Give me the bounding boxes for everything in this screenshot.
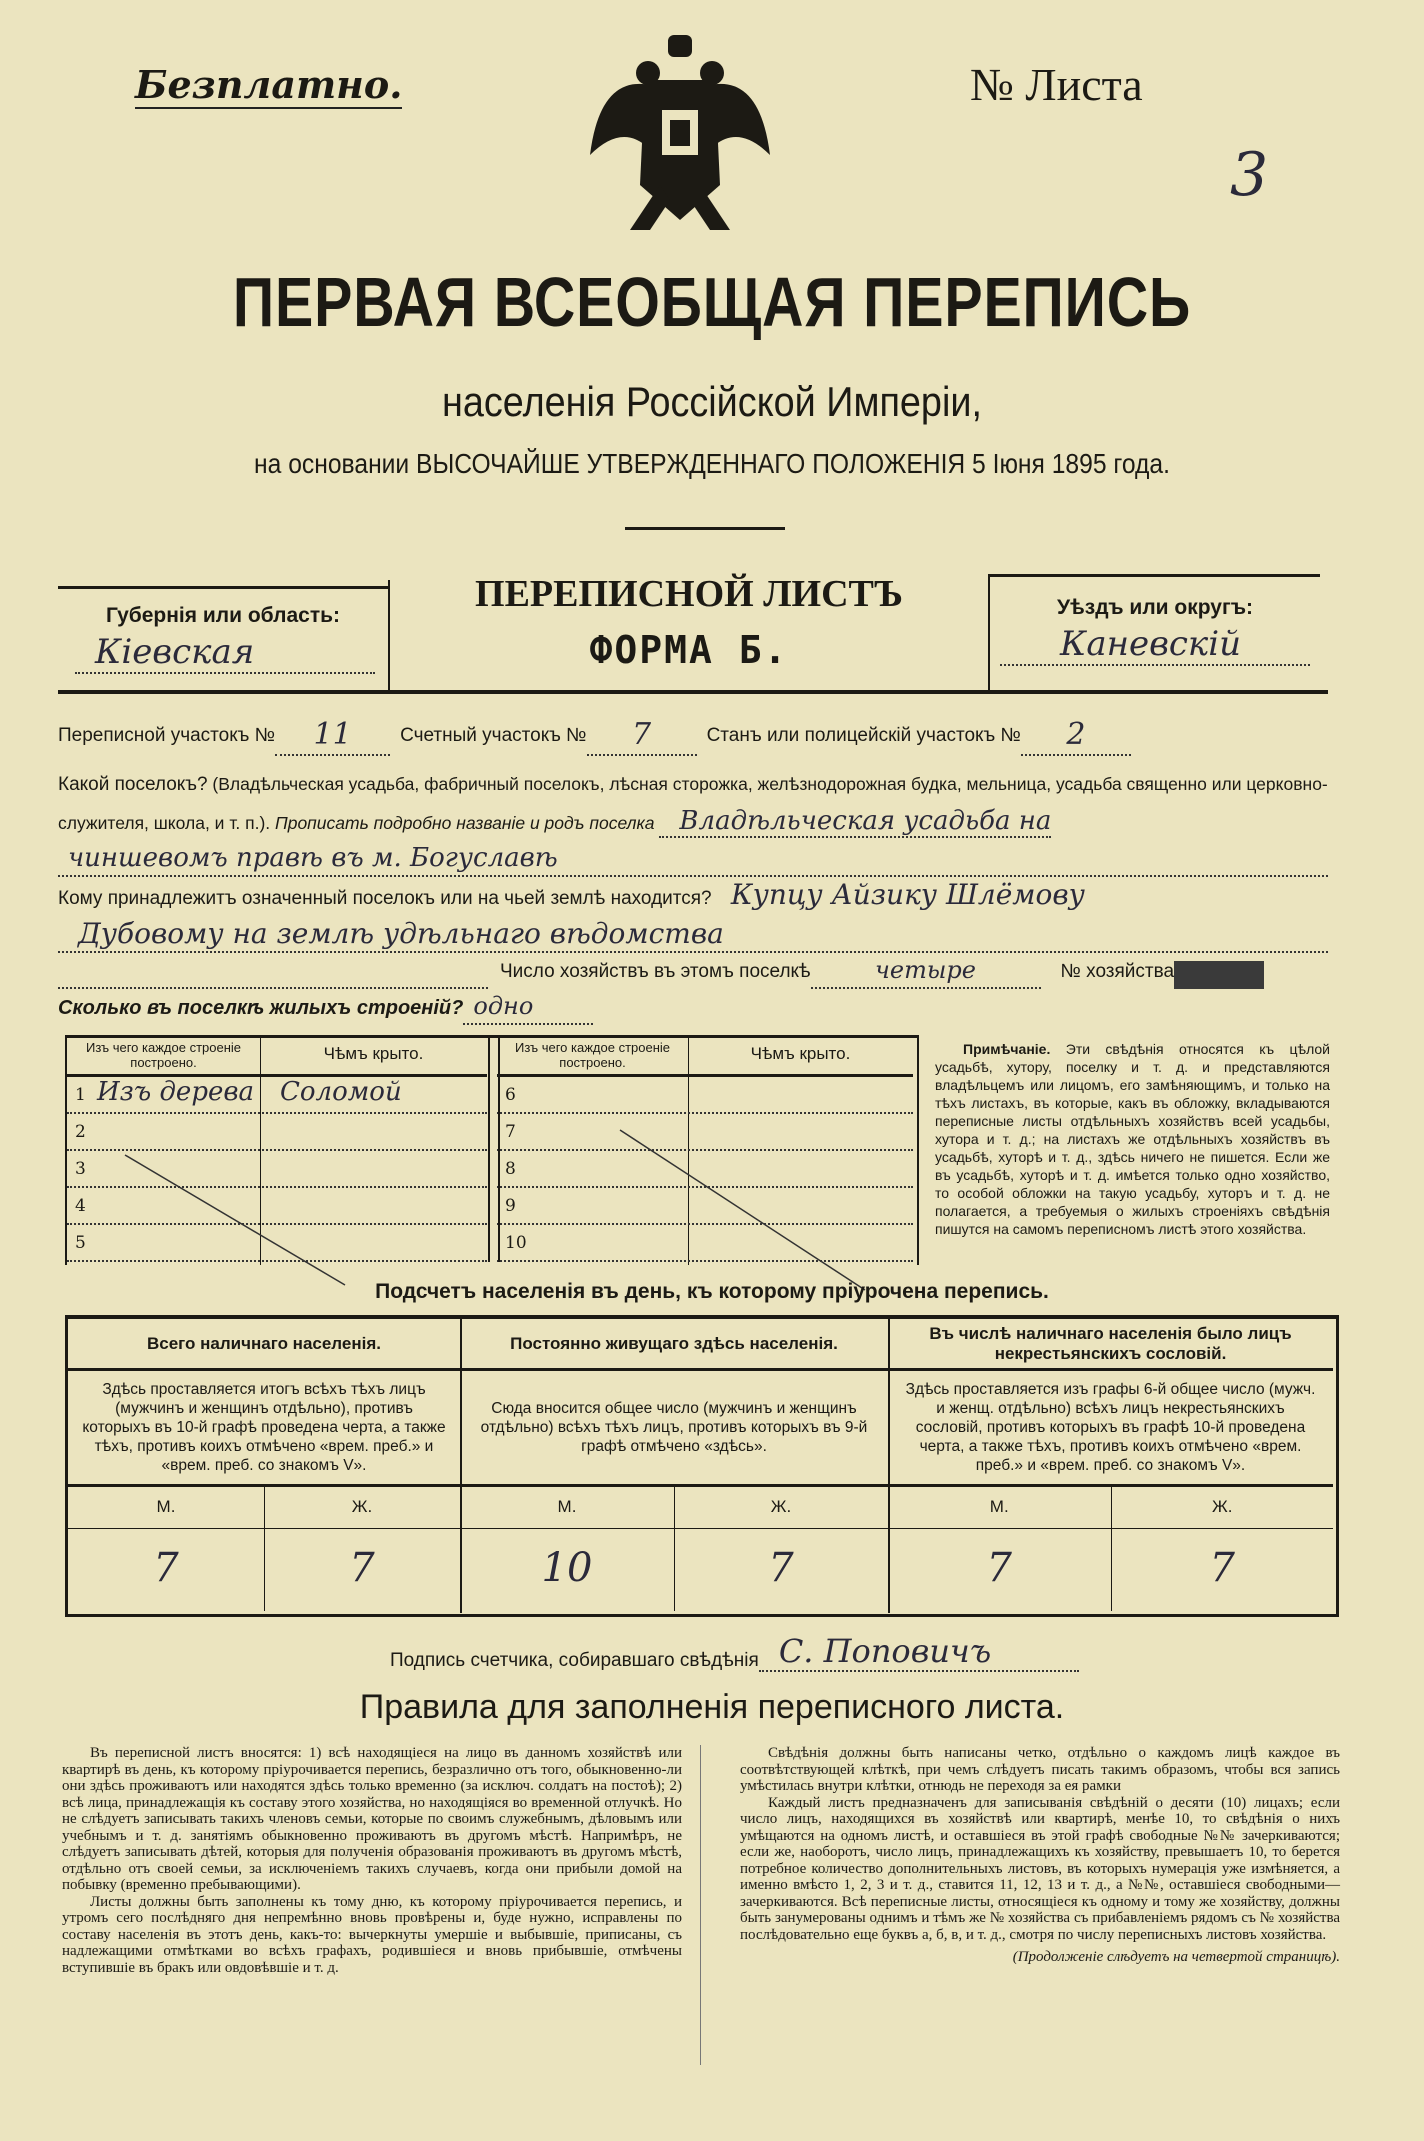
female-label: Ж. — [1212, 1497, 1233, 1516]
settlement-question — [58, 766, 1328, 841]
row-number: 8 — [505, 1159, 516, 1179]
divider — [68, 1528, 1333, 1529]
row-number: 6 — [505, 1085, 516, 1105]
signature-value: С. Поповичъ — [759, 1632, 1079, 1672]
police-area-value[interactable]: 2 — [1021, 716, 1131, 756]
district-value: Каневскій — [1000, 624, 1310, 666]
column-header-material: Изъ чего каждое строеніе построено. — [514, 1040, 671, 1070]
male-label: М. — [156, 1497, 176, 1516]
settlement-instruction: Прописать подробно названіе и родъ поселка — [275, 813, 655, 833]
settlement-value-2[interactable]: чиншевомъ правѣ въ м. Богуславѣ — [58, 841, 1328, 877]
row-number: 1 — [75, 1085, 86, 1105]
female-count[interactable]: 7 — [349, 1544, 375, 1591]
column-header-roof: Чѣмъ крыто. — [750, 1044, 851, 1063]
rules-right-column — [740, 1745, 1340, 1966]
building-material[interactable]: Изъ дерева — [97, 1077, 254, 1107]
population-heading: Подсчетъ населенія въ день, къ которому пріурочена перепись. — [375, 1280, 1049, 1303]
signature-row — [390, 1632, 1079, 1672]
province-label: Губернія или область: — [105, 604, 341, 627]
signature-label: Подпись счетчика, собиравшаго свѣдѣнія — [390, 1650, 759, 1671]
note — [935, 1040, 1330, 1238]
male-count[interactable]: 7 — [153, 1544, 179, 1591]
population-group-description: Здѣсь проставляется итогъ всѣхъ тѣхъ лицъ (мужчинъ и женщинъ отдѣльно), противъ которыхъ въ 10-й графѣ проведена черта, а также тѣхъ, противъ коихъ отмѣчено «врем. преб.» и «врем. преб. со знакомъ V». — [82, 1380, 446, 1474]
column-header-roof: Чѣмъ крыто. — [323, 1044, 424, 1063]
divider — [674, 1486, 675, 1611]
owner-value-2[interactable]: Дубовому на землѣ удѣльнаго вѣдомства — [58, 917, 1328, 953]
owner-value-1[interactable]: Купцу Айзику Шлёмову — [730, 878, 1085, 911]
count-area-label: Счетный участокъ № — [400, 725, 587, 746]
divider — [68, 1368, 1333, 1371]
male-label: М. — [989, 1497, 1009, 1516]
divider — [264, 1486, 265, 1611]
census-area-value[interactable]: 11 — [275, 716, 390, 756]
households-label: Число хозяйствъ въ этомъ поселкѣ — [500, 961, 811, 982]
row-number: 9 — [505, 1196, 516, 1216]
rules-paragraph: Въ переписной листъ вносятся: 1) всѣ находящіеся на лицо въ данномъ хозяйствѣ или квартирѣ въ день, къ которому пріурочивается перепись, безразлично отъ того, обыкновенно-ли они здѣсь проживаютъ или находятся здѣсь только временно (за исключ. солдатъ на постоѣ); 2) всѣ лица, принадлежащія къ составу этого хозяйства, но находящіяся во временной отлучкѣ. Но не слѣдуетъ записывать такихъ членовъ семьи, которые по своимъ служебнымъ, дѣловымъ или учебнымъ и т. д. занятіямъ обыкновенно проживаютъ въ другомъ мѣстѣ. Напримѣръ, не слѣдуетъ записывать дѣтей, которыя для полученія образованія проживаютъ въ другомъ мѣстѣ, отдѣльно отъ своей семьи, за исключеніемъ такихъ случаевъ, когда они прибыли домой на побывку (временно пребывающими). — [62, 1745, 682, 1893]
female-count[interactable]: 7 — [768, 1544, 794, 1591]
divider — [1111, 1486, 1112, 1611]
row-number: 2 — [75, 1122, 86, 1142]
divider — [888, 1315, 890, 1613]
column-header-material: Изъ чего каждое строеніе построено. — [85, 1040, 242, 1070]
divider — [700, 1745, 701, 2065]
household-no-label: № хозяйства — [1060, 961, 1175, 982]
row-number: 4 — [75, 1196, 86, 1216]
rules-paragraph: Свѣдѣнія должны быть написаны четко, отдѣльно о каждомъ лицѣ каждое въ соотвѣтствующей клѣткѣ, при чемъ слѣдуетъ писать такимъ образомъ, чтобы вся запись умѣстилась внутри клѣтки, отнюдь не переходя за ея рамки — [740, 1745, 1340, 1794]
continued-note: (Продолженіе слѣдуетъ на четвертой страницѣ). — [1012, 1949, 1340, 1965]
row-number: 5 — [75, 1233, 86, 1253]
population-group-title: Въ числѣ наличнаго населенія было лицъ некрестьянскихъ сословій. — [929, 1324, 1292, 1363]
note-label: Примѣчаніе. — [963, 1041, 1051, 1057]
population-group-description: Сюда вносится общее число (мужчинъ и женщинъ отдѣльно) всѣхъ тѣхъ лицъ, противъ которыхъ въ 9-й графѣ отмѣчено «здѣсь». — [480, 1399, 868, 1455]
households-row — [58, 953, 1328, 989]
female-label: Ж. — [770, 1497, 792, 1516]
dwellings-label: Сколько въ поселкѣ жилыхъ строеній? — [58, 997, 464, 1019]
province-value: Кіевская — [75, 632, 375, 674]
male-count[interactable]: 10 — [541, 1544, 593, 1591]
divider — [625, 527, 785, 530]
row-number: 10 — [505, 1233, 527, 1253]
divider — [990, 574, 1320, 577]
areas-row — [58, 716, 1131, 756]
form-name: ФОРМА Б. — [589, 628, 789, 672]
settlement-fields — [58, 766, 1328, 1025]
count-area-value[interactable]: 7 — [587, 716, 697, 756]
main-title: ПЕРВАЯ ВСЕОБЩАЯ ПЕРЕПИСЬ — [232, 263, 1192, 341]
rules-left-column — [62, 1745, 682, 1976]
dwellings-value[interactable]: одно — [463, 989, 593, 1025]
settlement-hint: (Владѣльческая усадьба, фабричный поселокъ, лѣсная сторожка, желѣзнодорожная будка, мельница, усадьба священно или церковно-служителя, школа, и т. п.). — [58, 774, 1328, 833]
settlement-label: Какой поселокъ? — [58, 774, 208, 795]
building-roof[interactable]: Соломой — [280, 1077, 402, 1107]
free-label: Безплатно. — [135, 62, 403, 107]
police-area-label: Станъ или полицейскій участокъ № — [706, 725, 1021, 746]
households-value[interactable]: четыре — [811, 953, 1041, 989]
owner-row — [58, 877, 1328, 917]
male-count[interactable]: 7 — [986, 1544, 1012, 1591]
settlement-value-1[interactable]: Владѣльческая усадьба на — [659, 806, 1051, 838]
female-label: Ж. — [351, 1497, 373, 1516]
sheet-number-value: 3 — [1230, 140, 1269, 210]
divider — [58, 586, 388, 589]
female-count[interactable]: 7 — [1209, 1544, 1235, 1591]
imperial-eagle-emblem — [590, 35, 770, 235]
note-text: Эти свѣдѣнія относятся къ цѣлой усадьбѣ, хутору, поселку и т. д. и представляются владѣльцемъ или лицомъ, его замѣняющимъ, и только на тѣхъ листахъ, въ которые, какъ въ обложку, вкладываются переписные листы отдѣльныхъ хозяйствъ всей усадьбы, хутора и т. д.; на листахъ же отдѣльныхъ хозяйствъ въ усадьбѣ, хуторѣ и т. д., здѣсь ничего не пишется. Если же въ усадьбѣ, хуторѣ и т. д. имѣется только одно хозяйство, то особой обложки на такую усадьбу, хуторъ и т. д. не полагается, а требуемыя о жилыхъ строеніяхъ свѣдѣнія пишутся на самомъ переписномъ листѣ этого хозяйства. — [935, 1041, 1330, 1237]
row-number: 3 — [75, 1159, 86, 1179]
basis-line: на основании ВЫСОЧАЙШЕ УТВЕРЖДЕННАГО ПОЛОЖЕНІЯ 5 Іюня 1895 года. — [254, 448, 1170, 479]
district-label: Уѣздъ или округъ: — [1056, 596, 1254, 619]
male-label: М. — [557, 1497, 577, 1516]
divider — [58, 690, 1328, 694]
row-number: 7 — [505, 1122, 516, 1142]
population-group-title: Постоянно живущаго здѣсь населенія. — [510, 1334, 838, 1353]
sheet-number-label: № Листа — [970, 59, 1143, 110]
divider — [68, 1484, 1333, 1487]
dwellings-row — [58, 989, 1328, 1025]
divider — [460, 1315, 462, 1613]
census-area-label: Переписной участокъ № — [58, 725, 276, 746]
population-group-description: Здѣсь проставляется изъ графы 6-й общее число (мужч. и женщ. отдѣльно) всѣхъ лицъ некрестьянскихъ сословій, противъ которыхъ въ графѣ 10-й проведена черта, а также тѣхъ, противъ коихъ отмѣчено «врем. преб.» и «врем. преб. со знакомъ V». — [905, 1380, 1316, 1474]
rules-title: Правила для заполненія переписного листа. — [359, 1688, 1065, 1726]
owner-label: Кому принадлежитъ означенный поселокъ или на чьей землѣ находится? — [58, 888, 712, 909]
rules-paragraph: Каждый листъ предназначенъ для записыванія свѣдѣній о десяти (10) лицахъ; если число лицъ, находящихся въ хозяйствѣ или квартирѣ, менѣе 10, то свѣдѣнія о нихъ умѣщаются на одномъ листѣ, и оставшіеся въ этой графѣ свободные №№ зачеркиваются; если же, наоборотъ, число лицъ, принадлежащихъ къ хозяйству, превышаетъ 10, то берется потребное количество дополнительныхъ листовъ, въ которыхъ нумерація уже измѣняется, а именно вмѣсто 1, 2, 3 и т. д., ставится 11, 12, 13 и т. д., а №№, оставшіеся свободными—зачеркиваются. Всѣ переписные листы, относящіеся къ одному и тому же хозяйству, должны быть занумерованы однимъ и тѣмъ же № хозяйства съ прибавленіемъ рядомъ съ № хозяйства послѣдовательно еще буквъ а, б, в, и т. д., смотря по числу переписныхъ листовъ хозяйства. — [740, 1794, 1340, 1943]
household-no-redacted — [1174, 961, 1264, 989]
rules-paragraph: Листы должны быть заполнены къ тому дню, къ которому пріурочивается перепись, и утромъ сего послѣдняго дня непремѣнно вновь провѣрены и, буде нужно, исправлены по составу населенія въ этотъ день, какъ-то: вычеркнуты умершіе и выбывшіе, приписаны, съ надлежащими отмѣтками во всѣхъ графахъ, родившіеся и вновь прибывшіе, отмѣчены вступившіе въ бракъ или овдовѣвшіе и т. д. — [62, 1893, 682, 1976]
form-title: ПЕРЕПИСНОЙ ЛИСТЪ — [475, 573, 903, 615]
strike-lines — [65, 1035, 915, 1295]
divider — [988, 574, 990, 690]
population-group-title: Всего наличнаго населенія. — [147, 1334, 381, 1353]
subtitle: населенія Россійской Имперіи, — [442, 378, 982, 425]
